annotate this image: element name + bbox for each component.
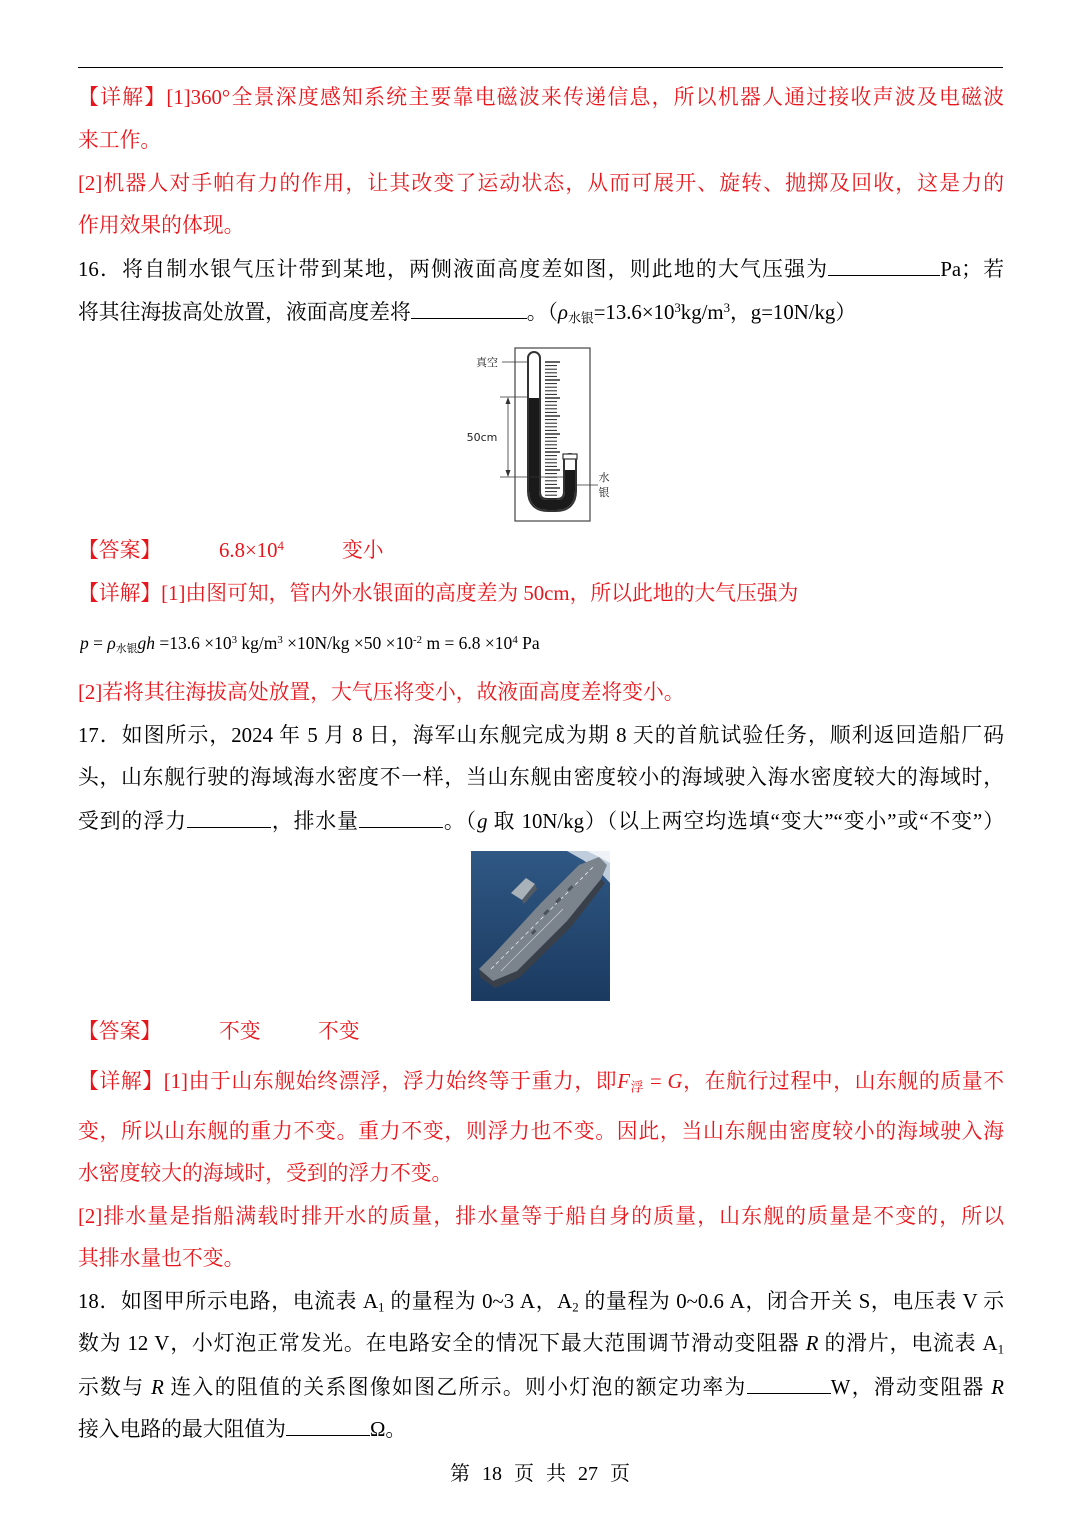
formula-exp1: 3 — [231, 634, 238, 647]
q16-stem-text-1a: 16．将自制水银气压计带到某地，两侧液面高度差如图，则此地的大气压强为 — [78, 258, 829, 281]
q16-answer-label: 【答案】 — [78, 539, 162, 562]
formula-exp2: 3 — [277, 634, 283, 647]
q18-text-1a: 18．如图甲所示电路，电流表 A — [78, 1290, 379, 1313]
q17-stem-line-3 — [78, 807, 1004, 835]
q16-stem-line-2 — [78, 298, 1004, 326]
vacuum-label: 真空 — [476, 356, 498, 369]
mercury-label-2: 银 — [598, 486, 610, 499]
height-label: 50cm — [466, 431, 498, 444]
q15-explanation-line-1: 【详解】[1]360°全景深度感知系统主要靠电磁波来传递信息，所以机器人通过接收声波及电磁波 — [78, 86, 1004, 109]
dimension-arrow-down — [506, 470, 511, 477]
q16-stem-text-1b: Pa；若 — [940, 258, 1005, 281]
q16-stem-line-1 — [78, 255, 1004, 283]
mercury-barometer-figure — [460, 344, 620, 526]
q15-explanation-line-2: 来工作。 — [78, 129, 162, 152]
gravity-symbol: G — [667, 1070, 683, 1093]
formula-part1: =13.6 ×10 — [154, 633, 232, 653]
q18-text-4a: 接入电路的最大阻值为 — [78, 1418, 286, 1441]
footer-suffix: 页 — [610, 1463, 630, 1485]
footer-total-pages: 27 — [578, 1463, 598, 1485]
density-value: =13.6×10 — [593, 301, 675, 324]
page-footer — [0, 1460, 1080, 1488]
q18-text-3b: 连入的阻值的关系图像如图乙所示。则小灯泡的额定功率为 — [163, 1376, 747, 1399]
formula-unit: Pa — [517, 633, 540, 653]
footer-total-word: 共 — [546, 1463, 566, 1485]
footer-prefix: 第 — [450, 1463, 470, 1485]
q17-explanation-line-5: 其排水量也不变。 — [78, 1247, 245, 1270]
q17-g-symbol: g — [477, 810, 488, 833]
resistor-symbol-3: R — [991, 1376, 1005, 1399]
formula-eq1: = — [88, 633, 108, 653]
q18-text-2b: 的滑片，电流表 A — [818, 1332, 998, 1355]
footer-page-word: 页 — [514, 1463, 534, 1485]
q17-answer-2: 不变 — [318, 1020, 360, 1043]
q15-explanation-line-3: [2]机器人对手帕有力的作用，让其改变了运动状态，从而可展开、旋转、抛掷及回收，这是力的 — [78, 172, 1004, 195]
formula-exp4: 4 — [512, 634, 518, 647]
dimension-arrow-up — [506, 397, 511, 404]
q18-text-4b: Ω。 — [369, 1418, 407, 1441]
q16-stem-text-2a: 将其往海拔高处放置，液面高度差将 — [78, 301, 411, 324]
q16-explanation-line-3: [2]若将其往海拔高处放置，大气压将变小，故液面高度差将变小。 — [78, 681, 685, 704]
ammeter-a1-subscript: 1 — [378, 1300, 385, 1315]
density-unit: kg/m — [680, 301, 724, 324]
q18-stem-line-4 — [78, 1415, 1004, 1443]
q16-answer-1 — [219, 537, 284, 565]
formula-part4: m = 6.8 ×10 — [422, 633, 513, 653]
q17-explanation-line-1 — [78, 1068, 1004, 1096]
formula-part3: ×10N/kg ×50 ×10 — [282, 633, 414, 653]
q17-stem-text-3c: 。（ — [442, 810, 478, 833]
q16-answer-blank-2 — [411, 298, 527, 319]
q18-text-1b: 的量程为 0~3 A，A — [384, 1290, 573, 1313]
q18-answer-blank-2 — [286, 1415, 370, 1436]
q17-explanation-line-3: 水密度较大的海域时，受到的浮力不变。 — [78, 1162, 453, 1185]
q18-text-3a: 示数与 — [78, 1376, 152, 1399]
q16-pressure-formula — [80, 630, 579, 656]
q18-stem-line-2 — [78, 1330, 1004, 1358]
q17-stem-text-3d: 取 10N/kg）（以上两空均选填“变大”“变小”或“不变”） — [487, 810, 1005, 833]
ammeter-a2-subscript: 2 — [572, 1300, 579, 1315]
q18-answer-blank-1 — [747, 1373, 831, 1394]
q17-stem-text-3b: ，排水量 — [270, 810, 359, 833]
q17-stem-line-2: 头，山东舰行驶的海域海水密度不一样，当山东舰由密度较小的海域驶入海水密度较大的海域时， — [78, 766, 1004, 789]
q16-stem-text-2b: 。（ — [526, 301, 558, 324]
rho-subscript: 水银 — [567, 311, 594, 326]
q17-answer-blank-2 — [359, 807, 443, 828]
barometer-diagram — [460, 344, 620, 526]
aircraft-carrier-image — [471, 851, 610, 1001]
q17-explanation-line-4: [2]排水量是指船满载时排开水的质量，排水量等于船自身的质量，山东舰的质量是不变的，所以 — [78, 1205, 1004, 1228]
q17-stem-line-1: 17．如图所示，2024 年 5 月 8 日，海军山东舰完成为期 8 天的首航试验任务，顺利返回造船厂码 — [78, 724, 1004, 747]
q16-answer-line — [78, 537, 1004, 565]
q18-text-1c: 的量程为 0~0.6 A，闭合开关 S，电压表 V 示 — [578, 1290, 1004, 1313]
q18-stem-line-1 — [78, 1288, 1004, 1316]
q16-answer-blank-1 — [828, 255, 940, 276]
header-rule — [78, 67, 1003, 68]
formula-part2: kg/m — [237, 633, 278, 653]
mercury-label-1: 水 — [598, 471, 610, 484]
buoyancy-subscript: 浮 — [629, 1080, 645, 1095]
q17-stem-text-3a: 受到的浮力 — [78, 810, 187, 833]
formula-p: p — [80, 633, 89, 653]
q15-explanation-line-4: 作用效果的体现。 — [78, 214, 245, 237]
density-exponent: 3 — [674, 300, 681, 315]
q17-answer-blank-1 — [187, 807, 271, 828]
q16-answer-2: 变小 — [342, 539, 384, 562]
ammeter-a1-subscript-2: 1 — [997, 1342, 1004, 1357]
open-tube-end — [563, 454, 577, 459]
footer-current-page: 18 — [482, 1463, 502, 1485]
formula-rho: ρ — [107, 633, 116, 653]
resistor-symbol-2: R — [151, 1376, 164, 1399]
q18-text-3c: W，滑动变阻器 — [830, 1376, 992, 1399]
formula-rho-sub: 水银 — [115, 643, 138, 656]
q17-answer-label: 【答案】 — [78, 1020, 162, 1043]
equals-sign: = — [644, 1070, 668, 1093]
q17-answer-line — [78, 1018, 1004, 1046]
resistor-symbol-1: R — [805, 1332, 819, 1355]
formula-exp3: -2 — [413, 634, 423, 647]
q18-stem-line-3 — [78, 1373, 1004, 1401]
q17-explanation-text-1b: ，在航行过程中，山东舰的质量不 — [682, 1070, 1005, 1093]
formula-gh: gh — [137, 633, 155, 653]
rho-symbol: ρ — [557, 301, 568, 324]
q16-explanation-line-1: 【详解】[1]由图可知，管内外水银面的高度差为 50cm，所以此地的大气压强为 — [78, 582, 799, 605]
q16-answer-1-exponent: 4 — [277, 538, 284, 553]
q16-answer-1-base: 6.8×10 — [219, 539, 278, 562]
q18-text-2a: 数为 12 V，小灯泡正常发光。在电路安全的情况下最大范围调节滑动变阻器 — [78, 1332, 806, 1355]
q17-explanation-line-2: 变，所以山东舰的重力不变。重力不变，则浮力也不变。因此，当山东舰由密度较小的海域驶入海 — [78, 1120, 1004, 1143]
buoyancy-symbol: F — [617, 1070, 630, 1093]
q17-answer-1: 不变 — [219, 1020, 261, 1043]
gravity-constant: ，g=10N/kg） — [730, 301, 857, 324]
density-unit-exponent: 3 — [723, 300, 730, 315]
aircraft-carrier-photo — [471, 851, 610, 1001]
q17-explanation-text-1a: 【详解】[1]由于山东舰始终漂浮，浮力始终等于重力，即 — [78, 1070, 618, 1093]
